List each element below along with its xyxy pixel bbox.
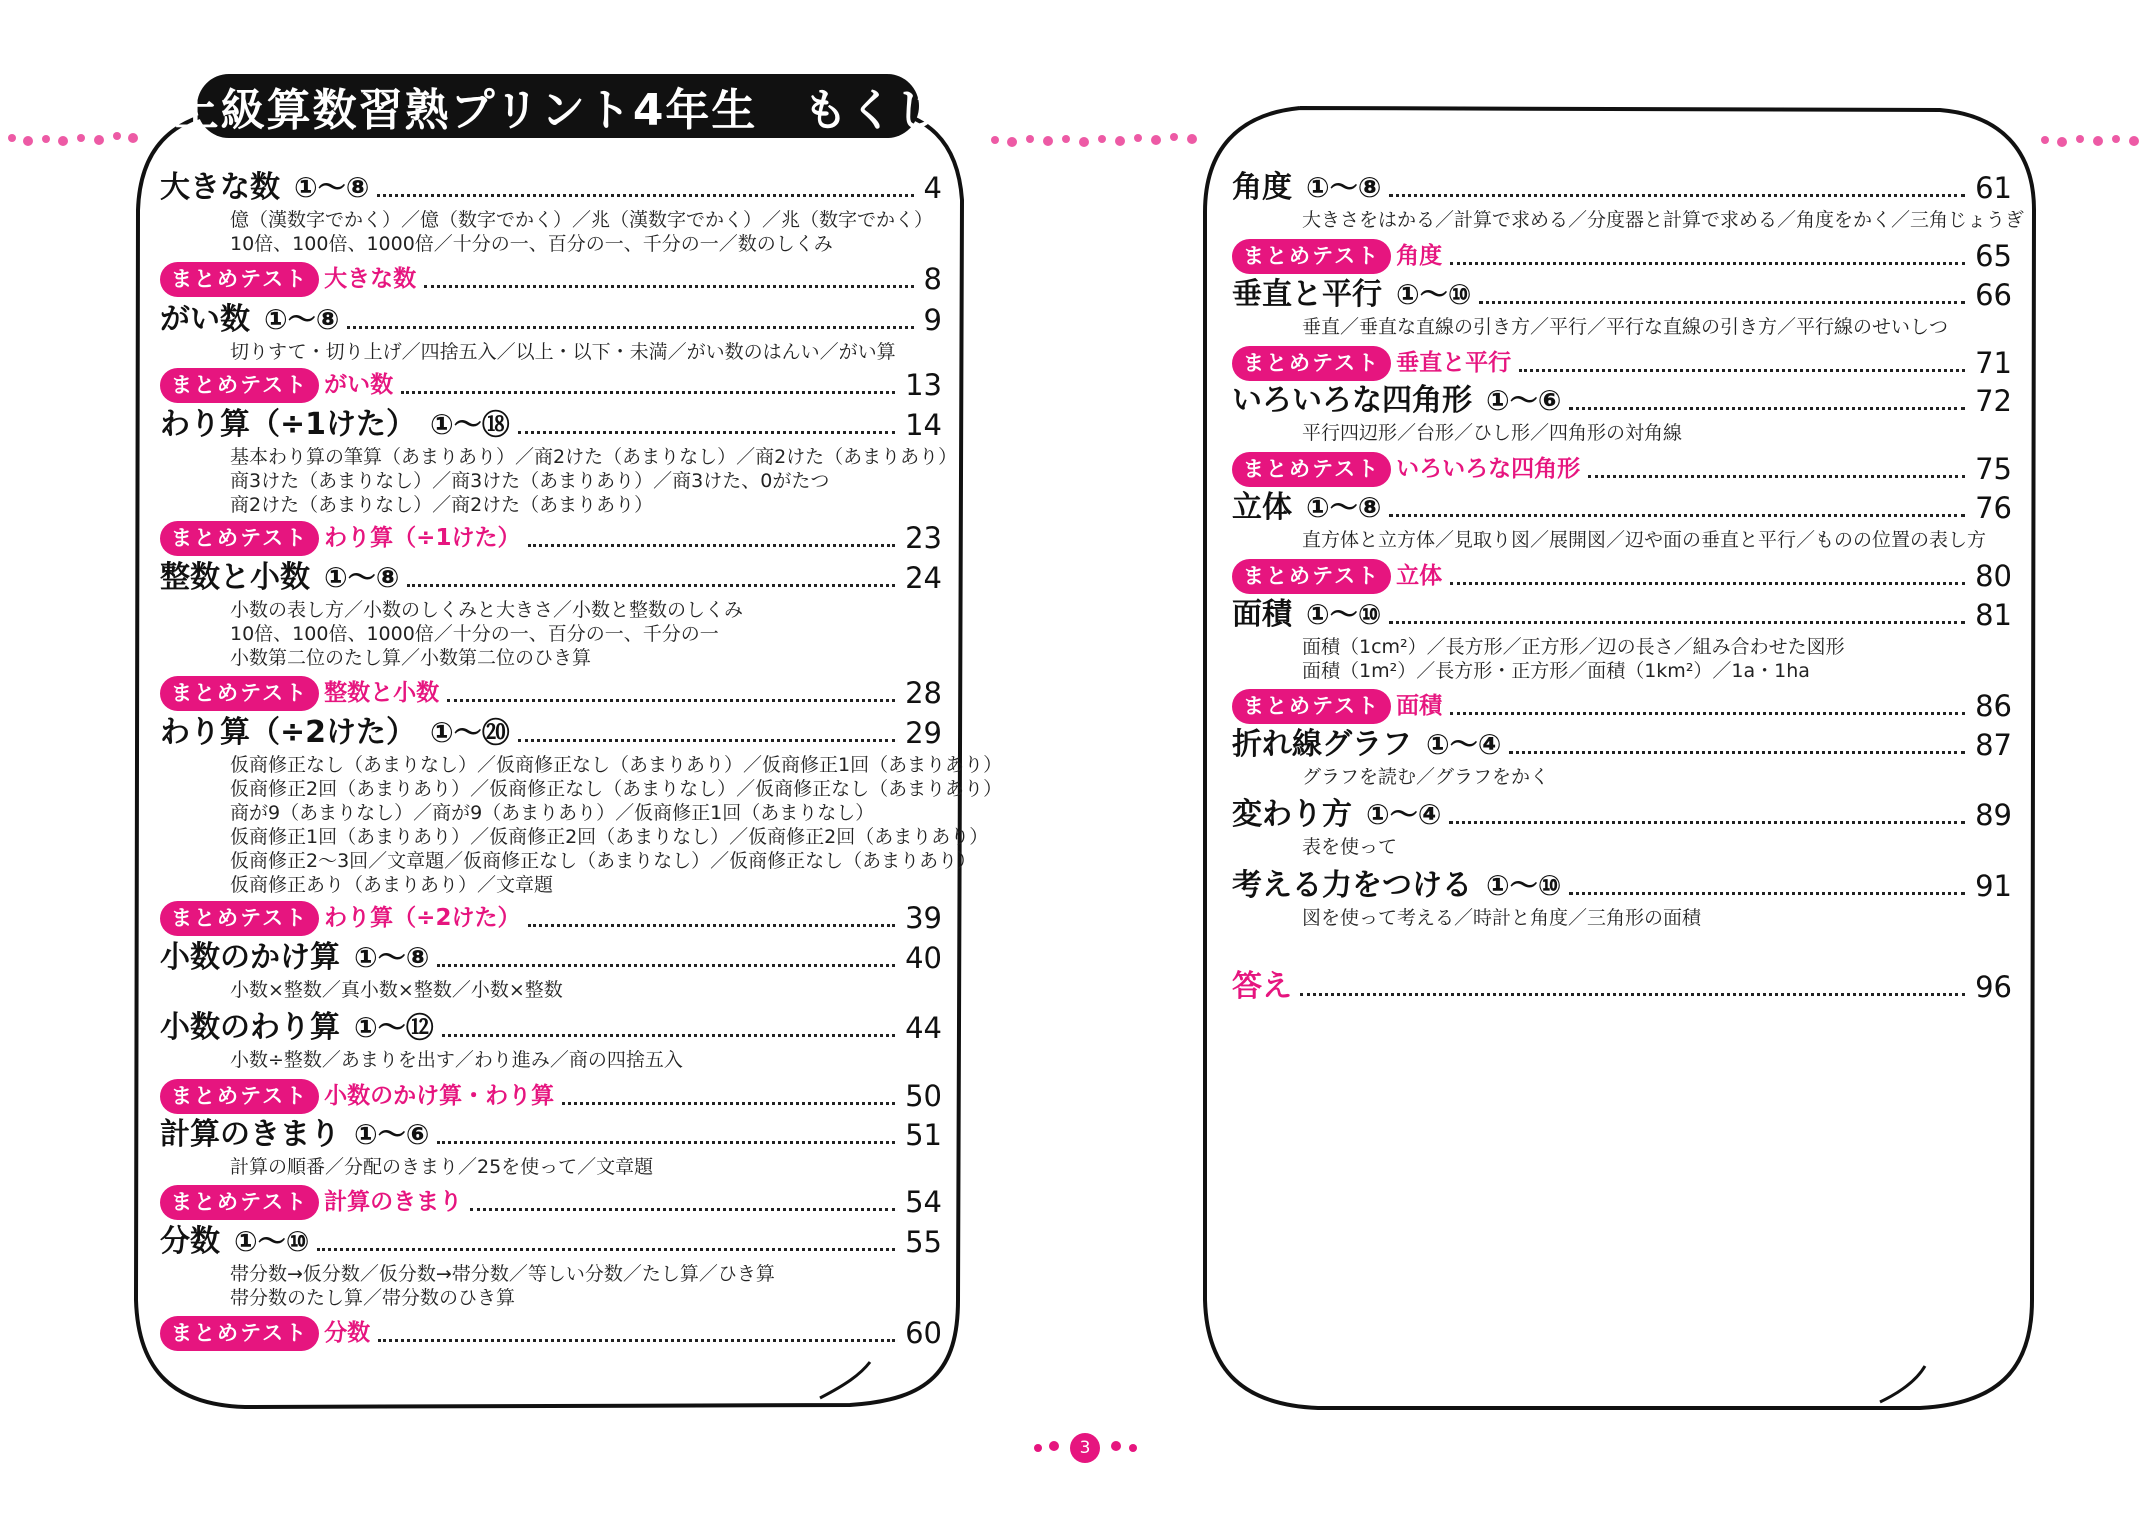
test-title: 面積 [1396, 693, 1443, 719]
pink-dots-right [2041, 135, 2139, 147]
chapter-title: わり算（÷1けた） [160, 407, 417, 442]
chapter-range: ①〜⑩ [1396, 278, 1472, 311]
chapter-range: ①〜⑩ [234, 1225, 310, 1258]
page-number: 80 [1975, 559, 2012, 593]
test-title: いろいろな四角形 [1396, 456, 1581, 482]
chapter-range: ①〜⑥ [354, 1118, 430, 1151]
test-entry[interactable] [160, 365, 942, 405]
test-badge: まとめテスト [160, 1185, 319, 1220]
topic-line: 仮商修正2〜3回／文章題／仮商修正なし（あまりなし）／仮商修正なし（あまりあり） [230, 850, 977, 872]
chapter-title: 小数のわり算 [160, 1010, 340, 1045]
toc-entry[interactable] [160, 1008, 942, 1072]
answers-entry[interactable] [1232, 967, 2012, 1007]
dot-leader [401, 391, 895, 394]
topic-line: 10倍、100倍、1000倍／十分の一、百分の一、千分の一／数のしくみ [230, 233, 833, 255]
test-badge: まとめテスト [1232, 689, 1391, 724]
dot-leader [1389, 194, 1965, 197]
test-entry[interactable] [1232, 236, 2012, 276]
test-badge: まとめテスト [160, 262, 319, 297]
chapter-title: 垂直と平行 [1232, 277, 1382, 312]
chapter-title: 考える力をつける [1232, 868, 1472, 903]
dot-leader [437, 964, 895, 967]
dot-leader [1389, 514, 1965, 517]
page-number: 81 [1975, 598, 2012, 632]
page-title: 上級算数習熟プリント4年生 もくじ [197, 74, 919, 138]
page-number: 14 [905, 408, 942, 442]
toc-entry[interactable] [160, 938, 942, 1002]
chapter-range: ①〜④ [1426, 728, 1502, 761]
test-title: 小数のかけ算・わり算 [324, 1083, 555, 1109]
page-number: 72 [1975, 384, 2012, 418]
test-title: 計算のきまり [324, 1189, 463, 1215]
toc-entry[interactable] [160, 1115, 942, 1179]
topic-line: 基本わり算の筆算（あまりあり）／商2けた（あまりなし）／商2けた（あまりあり） [230, 446, 958, 468]
pink-dots-left [8, 132, 138, 146]
topic-line: 計算の順番／分配のきまり／25を使って／文章題 [230, 1156, 654, 1178]
dot-leader [424, 285, 913, 288]
dot-leader [1389, 621, 1965, 624]
dot-leader [1588, 475, 1965, 478]
test-badge: まとめテスト [160, 676, 319, 711]
chapter-range: ①〜⑫ [354, 1011, 434, 1044]
dot-leader [1450, 262, 1965, 265]
topic-line: 帯分数→仮分数／仮分数→帯分数／等しい分数／たし算／ひき算 [230, 1263, 775, 1285]
page-number: 66 [1975, 278, 2012, 312]
chapter-range: ①〜④ [1366, 798, 1442, 831]
test-title: わり算（÷1けた） [324, 525, 521, 551]
page-number: 75 [1975, 452, 2012, 486]
topic-line: 面積（1m²）／長方形・正方形／面積（1km²）／1a・1ha [1302, 660, 1810, 682]
dot-leader [1509, 751, 1965, 754]
test-entry[interactable] [160, 673, 942, 713]
dot-leader [518, 431, 895, 434]
topic-line: 大きさをはかる／計算で求める／分度器と計算で求める／角度をかく／三角じょうぎ [1302, 209, 2025, 231]
toc-entry[interactable] [1232, 275, 2012, 339]
toc-entry[interactable] [1232, 725, 2012, 789]
dot-leader [1300, 993, 1965, 996]
chapter-title: 立体 [1232, 490, 1292, 525]
page-number: 55 [905, 1225, 942, 1259]
toc-entry[interactable] [1232, 488, 2012, 552]
test-entry[interactable] [1232, 556, 2012, 596]
test-title: 整数と小数 [324, 680, 440, 706]
page-number: 9 [923, 303, 942, 337]
chapter-range: ①〜⑩ [1306, 598, 1382, 631]
test-badge: まとめテスト [160, 1316, 319, 1351]
chapter-title: 角度 [1232, 170, 1292, 205]
chapter-range: ①〜⑳ [430, 716, 510, 749]
chapter-range: ①〜⑥ [1486, 384, 1562, 417]
topic-line: 仮商修正2回（あまりあり）／仮商修正なし（あまりなし）／仮商修正なし（あまりあり） [230, 778, 1003, 800]
chapter-range: ①〜⑧ [1306, 491, 1382, 524]
toc-entry[interactable] [1232, 866, 2012, 930]
dot-leader [347, 326, 913, 329]
test-title: 分数 [324, 1320, 371, 1346]
page-number: 8 [923, 262, 942, 296]
chapter-range: ①〜⑩ [1486, 869, 1562, 902]
test-entry[interactable] [160, 1076, 942, 1116]
dot-leader [447, 699, 895, 702]
toc-entry[interactable] [1232, 381, 2012, 445]
page-number: 50 [905, 1079, 942, 1113]
page-number-badge: 3 [1070, 1433, 1100, 1463]
dot-leader [518, 739, 895, 742]
toc-entry[interactable] [160, 300, 942, 364]
test-title: 立体 [1396, 563, 1443, 589]
chapter-range: ①〜⑧ [294, 171, 370, 204]
page-number: 4 [923, 171, 942, 205]
topic-line: 切りすて・切り上げ／四捨五入／以上・以下・未満／がい数のはんい／がい算 [230, 341, 896, 363]
page-number: 23 [905, 521, 942, 555]
test-entry[interactable] [160, 1182, 942, 1222]
page-number: 29 [905, 716, 942, 750]
page-number: 28 [905, 676, 942, 710]
topic-line: 小数×整数／真小数×整数／小数×整数 [230, 979, 563, 1001]
dot-leader [378, 1339, 895, 1342]
chapter-title: 分数 [160, 1224, 220, 1259]
chapter-title: 整数と小数 [160, 560, 310, 595]
chapter-range: ①〜⑱ [430, 408, 510, 441]
topic-line: 10倍、100倍、1000倍／十分の一、百分の一、千分の一 [230, 623, 719, 645]
topic-line: 帯分数のたし算／帯分数のひき算 [230, 1287, 516, 1309]
page-number: 40 [905, 941, 942, 975]
dot-leader [442, 1034, 895, 1037]
test-badge: まとめテスト [1232, 239, 1391, 274]
test-badge: まとめテスト [1232, 452, 1391, 487]
chapter-title: がい数 [160, 302, 250, 337]
topic-line: 商が9（あまりなし）／商が9（あまりあり）／仮商修正1回（あまりなし） [230, 802, 875, 824]
test-title: わり算（÷2けた） [324, 905, 521, 931]
dot-leader [1450, 712, 1965, 715]
page-number: 89 [1975, 798, 2012, 832]
chapter-title: いろいろな四角形 [1232, 383, 1472, 418]
chapter-title: 小数のかけ算 [160, 940, 340, 975]
dot-leader [1569, 407, 1965, 410]
chapter-title: 大きな数 [160, 170, 280, 205]
toc-entry[interactable] [160, 405, 958, 517]
left-panel-flourish [820, 1362, 870, 1398]
page-number: 86 [1975, 689, 2012, 723]
test-badge: まとめテスト [160, 901, 319, 936]
topic-line: 面積（1cm²）／長方形／正方形／辺の長さ／組み合わせた図形 [1302, 636, 1845, 658]
dot-leader [1519, 369, 1965, 372]
toc-entry[interactable] [160, 713, 1003, 897]
page-number: 91 [1975, 869, 2012, 903]
chapter-title: 面積 [1232, 597, 1292, 632]
topic-line: 小数÷整数／あまりを出す／わり進み／商の四捨五入 [230, 1049, 683, 1071]
page-number: 44 [905, 1011, 942, 1045]
test-title: 垂直と平行 [1396, 350, 1512, 376]
test-entry[interactable] [160, 518, 942, 558]
topic-line: 図を使って考える／時計と角度／三角形の面積 [1302, 907, 1702, 929]
toc-entry[interactable] [160, 1222, 942, 1310]
test-badge: まとめテスト [160, 1079, 319, 1114]
test-entry[interactable] [160, 898, 942, 938]
chapter-range: ①〜⑧ [264, 303, 340, 336]
test-title: 角度 [1396, 243, 1443, 269]
chapter-range: ①〜⑧ [324, 561, 400, 594]
dot-leader [317, 1248, 895, 1251]
topic-line: 直方体と立方体／見取り図／展開図／辺や面の垂直と平行／ものの位置の表し方 [1302, 529, 1987, 551]
test-entry[interactable] [1232, 449, 2012, 489]
test-badge: まとめテスト [1232, 559, 1391, 594]
dot-leader [470, 1208, 895, 1211]
topic-line: 小数第二位のたし算／小数第二位のひき算 [230, 647, 592, 669]
test-entry[interactable] [160, 259, 942, 299]
toc-entry[interactable] [160, 168, 942, 256]
topic-line: 小数の表し方／小数のしくみと大きさ／小数と整数のしくみ [230, 599, 744, 621]
test-badge: まとめテスト [160, 368, 319, 403]
test-title: 大きな数 [324, 266, 417, 292]
topic-line: 垂直／垂直な直線の引き方／平行／平行な直線の引き方／平行線のせいしつ [1302, 316, 1949, 338]
chapter-title: 変わり方 [1232, 797, 1352, 832]
page-number: 13 [905, 368, 942, 402]
page-number: 24 [905, 561, 942, 595]
chapter-range: ①〜⑧ [1306, 171, 1382, 204]
chapter-title: 折れ線グラフ [1232, 727, 1412, 762]
topic-line: 商2けた（あまりなし）／商2けた（あまりあり） [230, 494, 654, 516]
chapter-range: ①〜⑧ [354, 941, 430, 974]
answers-title: 答え [1232, 969, 1292, 1004]
page-number: 96 [1975, 970, 2012, 1004]
dot-leader [1450, 582, 1965, 585]
page-number: 71 [1975, 346, 2012, 380]
chapter-title: わり算（÷2けた） [160, 715, 417, 750]
page-number: 39 [905, 901, 942, 935]
test-entry[interactable] [1232, 343, 2012, 383]
pink-dots-middle [991, 133, 1197, 147]
dot-leader [528, 924, 895, 927]
topic-line: 仮商修正1回（あまりあり）／仮商修正2回（あまりなし）／仮商修正2回（あまりあり） [230, 826, 989, 848]
dot-leader [1449, 821, 1965, 824]
page-number: 51 [905, 1118, 942, 1152]
page-number: 76 [1975, 491, 2012, 525]
test-title: がい数 [324, 372, 394, 398]
dot-leader [528, 544, 895, 547]
test-badge: まとめテスト [160, 521, 319, 556]
dot-leader [437, 1141, 895, 1144]
toc-entry[interactable] [160, 558, 942, 670]
topic-line: 仮商修正あり（あまりあり）／文章題 [230, 874, 554, 896]
page-number: 54 [905, 1185, 942, 1219]
toc-entry[interactable] [1232, 595, 2012, 683]
dot-leader [562, 1102, 895, 1105]
test-entry[interactable] [1232, 686, 2012, 726]
topic-line: グラフを読む／グラフをかく [1302, 766, 1550, 788]
dot-leader [1569, 892, 1965, 895]
chapter-title: 計算のきまり [160, 1117, 340, 1152]
test-badge: まとめテスト [1232, 346, 1391, 381]
dot-leader [377, 194, 913, 197]
dot-leader [1479, 301, 1965, 304]
test-entry[interactable] [160, 1313, 942, 1353]
dot-leader [407, 584, 895, 587]
toc-entry[interactable] [1232, 795, 2012, 859]
page-number: 65 [1975, 239, 2012, 273]
topic-line: 商3けた（あまりなし）／商3けた（あまりあり）／商3けた、0がたつ [230, 470, 830, 492]
topic-line: 億（漢数字でかく）／億（数字でかく）／兆（漢数字でかく）／兆（数字でかく） [230, 209, 934, 231]
topic-line: 仮商修正なし（あまりなし）／仮商修正なし（あまりあり）／仮商修正1回（あまりあり） [230, 754, 1003, 776]
page-number: 60 [905, 1316, 942, 1350]
page-number: 61 [1975, 171, 2012, 205]
topic-line: 表を使って [1302, 836, 1398, 858]
right-panel-flourish [1880, 1366, 1925, 1402]
toc-entry[interactable] [1232, 168, 2025, 232]
topic-line: 平行四辺形／台形／ひし形／四角形の対角線 [1302, 422, 1683, 444]
page-number: 87 [1975, 728, 2012, 762]
